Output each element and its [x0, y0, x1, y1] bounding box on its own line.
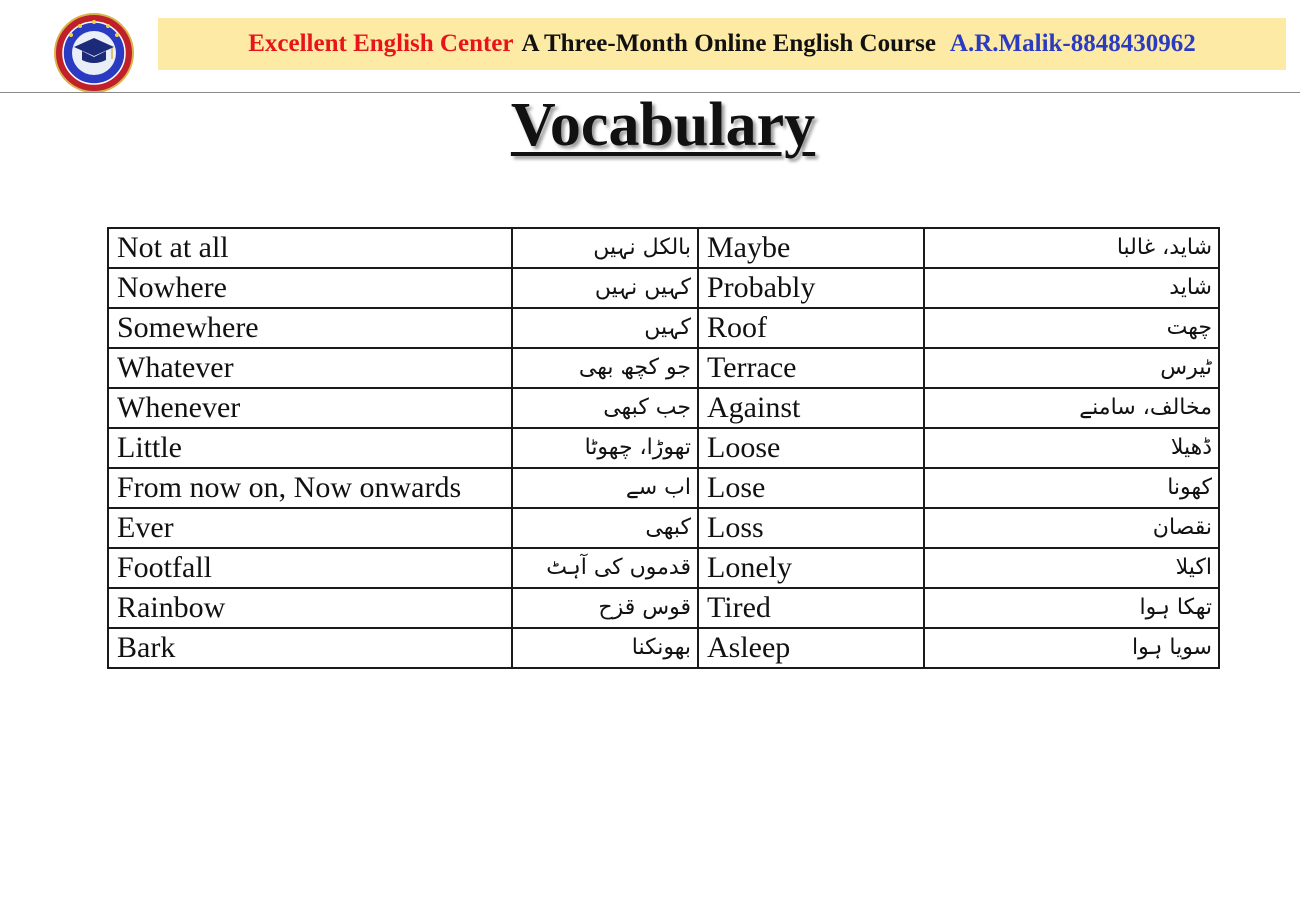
urdu-meaning: تھوڑا، چھوٹا — [512, 428, 698, 468]
english-word: Little — [108, 428, 512, 468]
urdu-meaning: تھکا ہوا — [924, 588, 1219, 628]
table-row — [108, 428, 1219, 468]
urdu-meaning: ٹیرس — [924, 348, 1219, 388]
english-word: Whatever — [108, 348, 512, 388]
vocabulary-table-body — [108, 228, 1219, 668]
english-word: Against — [698, 388, 924, 428]
urdu-meaning: جو کچھ بھی — [512, 348, 698, 388]
urdu-meaning: بھونکنا — [512, 628, 698, 668]
table-row — [108, 628, 1219, 668]
table-row — [108, 588, 1219, 628]
urdu-meaning: مخالف، سامنے — [924, 388, 1219, 428]
urdu-meaning: کھونا — [924, 468, 1219, 508]
english-word: From now on, Now onwards — [108, 468, 512, 508]
english-word: Terrace — [698, 348, 924, 388]
urdu-meaning: شاید — [924, 268, 1219, 308]
english-word: Loss — [698, 508, 924, 548]
english-word: Footfall — [108, 548, 512, 588]
table-row — [108, 348, 1219, 388]
english-word: Probably — [698, 268, 924, 308]
header-banner — [158, 18, 1286, 70]
urdu-meaning: کہیں نہیں — [512, 268, 698, 308]
english-word: Somewhere — [108, 308, 512, 348]
urdu-meaning: قوس قزح — [512, 588, 698, 628]
urdu-meaning: اکیلا — [924, 548, 1219, 588]
urdu-meaning: نقصان — [924, 508, 1219, 548]
english-word: Maybe — [698, 228, 924, 268]
english-word: Whenever — [108, 388, 512, 428]
english-word: Loose — [698, 428, 924, 468]
table-row — [108, 388, 1219, 428]
author-contact: A.R.Malik-8848430962 — [949, 30, 1196, 57]
english-word: Rainbow — [108, 588, 512, 628]
urdu-meaning: کبھی — [512, 508, 698, 548]
table-row — [108, 228, 1219, 268]
table-row — [108, 508, 1219, 548]
urdu-meaning: ڈھیلا — [924, 428, 1219, 468]
urdu-meaning: بالکل نہیں — [512, 228, 698, 268]
urdu-meaning: جب کبھی — [512, 388, 698, 428]
course-title: A Three-Month Online English Course — [521, 30, 936, 57]
english-word: Bark — [108, 628, 512, 668]
urdu-meaning: چھت — [924, 308, 1219, 348]
graduation-cap-logo-icon — [54, 13, 134, 93]
english-word: Asleep — [698, 628, 924, 668]
table-row — [108, 308, 1219, 348]
table-row — [108, 468, 1219, 508]
vocabulary-table — [107, 227, 1220, 669]
english-word: Nowhere — [108, 268, 512, 308]
urdu-meaning: سویا ہوا — [924, 628, 1219, 668]
english-word: Tired — [698, 588, 924, 628]
table-row — [108, 548, 1219, 588]
urdu-meaning: قدموں کی آہٹ — [512, 548, 698, 588]
table-row — [108, 268, 1219, 308]
logo — [54, 13, 134, 93]
english-word: Not at all — [108, 228, 512, 268]
english-word: Lose — [698, 468, 924, 508]
english-word: Ever — [108, 508, 512, 548]
center-name: Excellent English Center — [248, 30, 514, 57]
urdu-meaning: اب سے — [512, 468, 698, 508]
urdu-meaning: کہیں — [512, 308, 698, 348]
english-word: Roof — [698, 308, 924, 348]
english-word: Lonely — [698, 548, 924, 588]
page-title: Vocabulary — [510, 91, 816, 159]
urdu-meaning: شاید، غالبا — [924, 228, 1219, 268]
